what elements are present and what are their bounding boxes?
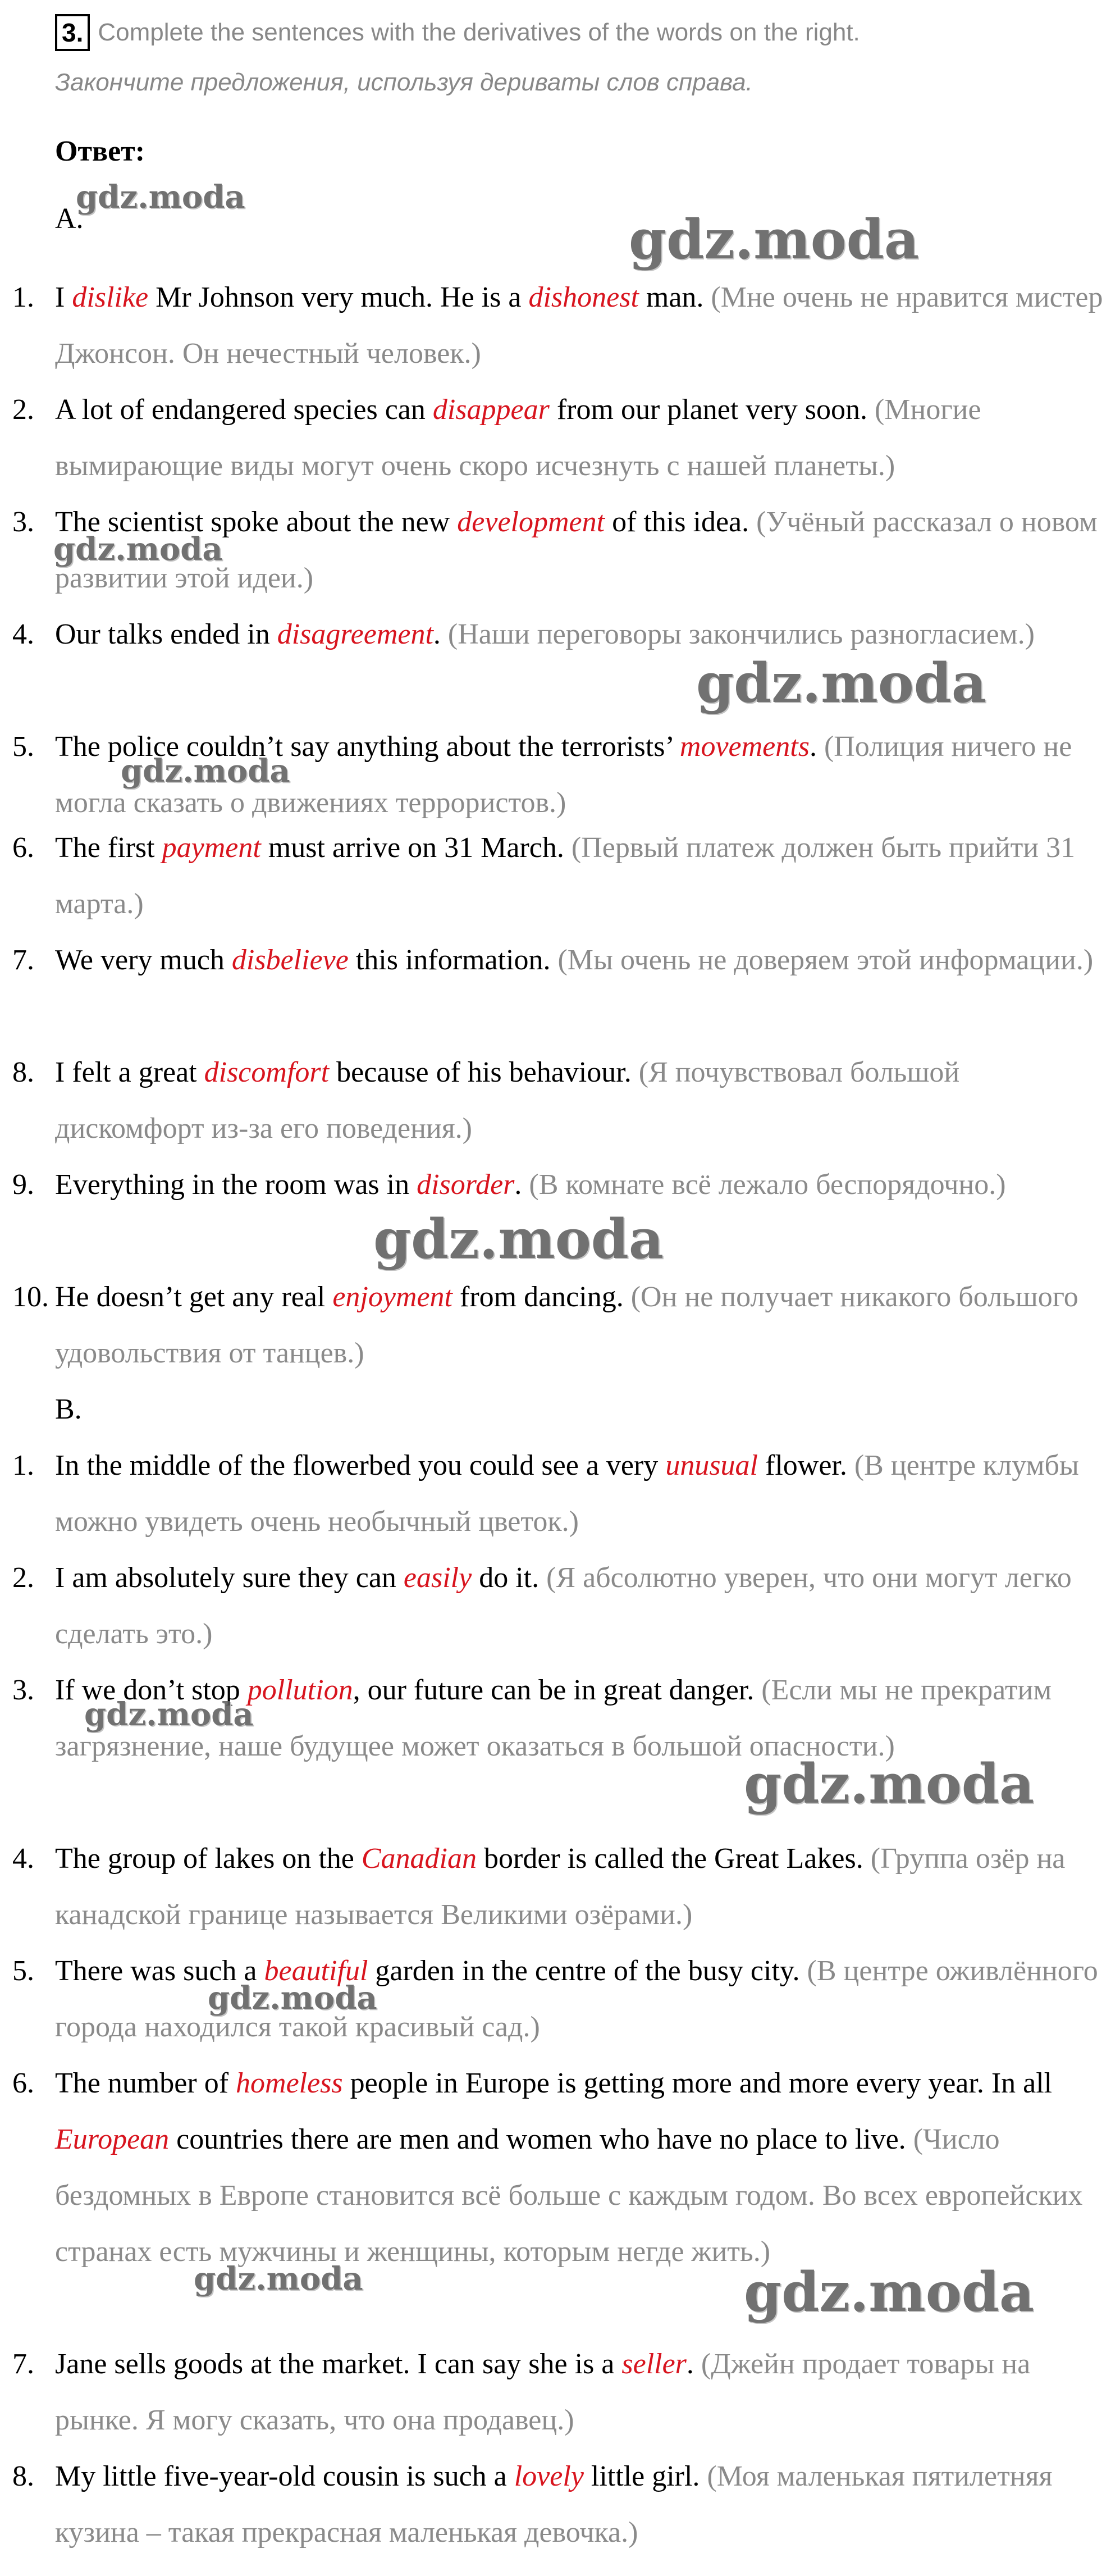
translation-text: (Моя маленькая пятилетняя кузина – такая прекрасная маленькая девочка.): [55, 2460, 1053, 2548]
item-sentence: [55, 932, 1114, 988]
translation-text: (Я абсолютно уверен, что они могут легко сделать это.): [55, 1562, 1072, 1650]
task-instruction-ru: Закончите предложения, используя дериваты слов справа.: [55, 69, 753, 96]
sentence-text: .: [686, 2348, 701, 2380]
item-sentence: [55, 1438, 1114, 1550]
sentence-text: border is called the Great Lakes.: [477, 1843, 871, 1875]
answer-word: beautiful: [264, 1955, 368, 1987]
item-sentence: [55, 1045, 1114, 1157]
sentence-text: countries there are men and women who have no place to live.: [169, 2123, 913, 2155]
answer-word: dislike: [72, 281, 149, 313]
sentence-text: Jane sells goods at the market. I can say she is a: [55, 2348, 622, 2380]
sentence-text: from dancing.: [452, 1281, 631, 1313]
sentence-text: little girl.: [583, 2460, 707, 2492]
item-number: 1.: [12, 281, 34, 313]
sentence-text: My little five-year-old cousin is such a: [55, 2460, 514, 2492]
sentence-text: Everything in the room was in: [55, 1169, 417, 1201]
translation-text: (Полиция ничего не могла сказать о движениях террористов.): [55, 731, 1072, 819]
sentence-text: Our talks ended in: [55, 618, 277, 650]
sentence-text: He doesn’t get any real: [55, 1281, 333, 1313]
sentence-text: flower.: [758, 1449, 854, 1481]
watermark-logo: gdz.moda: [744, 2260, 1035, 2324]
answer-word: unusual: [665, 1449, 758, 1481]
item-number: 4.: [12, 618, 34, 650]
translation-text: (Первый платеж должен быть прийти 31 марта.): [55, 832, 1076, 920]
watermark-logo: gdz.moda: [696, 651, 987, 715]
sentence-text: people in Europe is getting more and more every year. In all: [342, 2067, 1053, 2099]
sentence-text: this information.: [348, 944, 558, 976]
task-instruction: Complete the sentences with the derivatives of the words on the right.: [98, 19, 860, 46]
translation-text: (Число бездомных в Европе становится всё больше с каждым годом. Во всех европейских странах есть мужчины и женщины, которым негде жить.): [55, 2123, 1083, 2268]
translation-text: (Учёный рассказал о новом развитии этой идеи.): [55, 506, 1098, 594]
answer-word: development: [457, 506, 605, 538]
item-sentence: [55, 1157, 1114, 1213]
item-sentence: [55, 2055, 1114, 2280]
watermark-logo: gdz.moda: [84, 1696, 254, 1733]
sentence-text: , our future can be in great danger.: [353, 1674, 762, 1706]
item-sentence: [55, 2449, 1114, 2561]
answer-word: disagreement: [277, 618, 433, 650]
translation-text: (Я почувствовал большой дискомфорт из-за его поведения.): [55, 1056, 960, 1145]
answer-label: Ответ:: [55, 135, 145, 167]
task-number: 3.: [55, 14, 90, 51]
item-number: 4.: [12, 1843, 34, 1875]
watermark-logo: gdz.moda: [194, 2260, 363, 2297]
item-number: 6.: [12, 832, 34, 864]
answer-word: enjoyment: [332, 1281, 452, 1313]
sentence-text: If we don’t stop: [55, 1674, 248, 1706]
item-number: 7.: [12, 2348, 34, 2380]
answer-word: payment: [162, 832, 261, 864]
answer-word: disbelieve: [231, 944, 349, 976]
item-number: 3.: [12, 1674, 34, 1706]
item-sentence: [55, 820, 1114, 932]
sentence-text: from our planet very soon.: [549, 394, 875, 426]
sentence-text: The number of: [55, 2067, 236, 2099]
watermark-logo: gdz.moda: [629, 208, 920, 271]
translation-text: (В комнате всё лежало беспорядочно.): [529, 1169, 1006, 1201]
item-number: 8.: [12, 2460, 34, 2492]
translation-text: (В центре оживлённого города находился такой красивый сад.): [55, 1955, 1098, 2043]
sentence-text: .: [514, 1169, 529, 1201]
answer-word: easily: [403, 1562, 472, 1594]
answer-word: discomfort: [204, 1056, 330, 1088]
item-number: 7.: [12, 944, 34, 976]
sentence-text: The first: [55, 832, 162, 864]
translation-text: (Многие вымирающие виды могут очень скоро исчезнуть с нашей планеты.): [55, 394, 981, 482]
sentence-text: I: [55, 281, 72, 313]
answer-word: dishonest: [528, 281, 639, 313]
item-sentence: [55, 382, 1114, 494]
sentence-text: The scientist spoke about the new: [55, 506, 458, 538]
translation-text: (Он не получает никакого большого удовольствия от танцев.): [55, 1281, 1078, 1369]
watermark-logo: gdz.moda: [373, 1207, 664, 1271]
sentence-text: The police couldn’t say anything about the terrorists’: [55, 731, 680, 763]
sentence-text: because of his behaviour.: [329, 1056, 639, 1088]
translation-text: (Мы очень не доверяем этой информации.): [557, 944, 1094, 976]
item-sentence: [55, 270, 1114, 382]
sentence-text: .: [433, 618, 448, 650]
translation-text: (Наши переговоры закончились разногласием.): [447, 618, 1035, 650]
sentence-text: I felt a great: [55, 1056, 204, 1088]
item-number: 8.: [12, 1056, 34, 1088]
item-sentence: [55, 1550, 1114, 1662]
item-number: 5.: [12, 1955, 34, 1987]
answer-word: seller: [621, 2348, 687, 2380]
sentence-text: garden in the centre of the busy city.: [368, 1955, 807, 1987]
sentence-text: I am absolutely sure they can: [55, 1562, 404, 1594]
section-label-a: A.: [55, 203, 84, 235]
sentence-text: man.: [638, 281, 711, 313]
item-number: 1.: [12, 1449, 34, 1481]
translation-text: (Если мы не прекратим загрязнение, наше будущее может оказаться в большой опасности.): [55, 1674, 1052, 1762]
watermark-logo: gdz.moda: [53, 531, 223, 568]
translation-text: (В центре клумбы можно увидеть очень необычный цветок.): [55, 1449, 1079, 1538]
translation-text: (Джейн продает товары на рынке. Я могу сказать, что она продавец.): [55, 2348, 1031, 2436]
translation-text: (Мне очень не нравится мистер Джонсон. Он нечестный человек.): [55, 281, 1103, 370]
answer-word: pollution: [247, 1674, 353, 1706]
answer-word: disappear: [432, 394, 550, 426]
sentence-text: In the middle of the flowerbed you could see a very: [55, 1449, 666, 1481]
sentence-text: A lot of endangered species can: [55, 394, 433, 426]
item-sentence: [55, 1831, 1114, 1943]
watermark-logo: gdz.moda: [121, 753, 290, 790]
item-number: 6.: [12, 2067, 34, 2099]
answer-word: Canadian: [361, 1843, 477, 1875]
sentence-text: of this idea.: [605, 506, 757, 538]
sentence-text: .: [809, 731, 824, 763]
sentence-text: Mr Johnson very much. He is a: [148, 281, 529, 313]
answer-word: lovely: [514, 2460, 584, 2492]
sentence-text: do it.: [472, 1562, 547, 1594]
item-number: 9.: [12, 1169, 34, 1201]
item-sentence: [55, 2336, 1114, 2449]
section-label-b: B.: [55, 1393, 82, 1425]
answer-word: disorder: [417, 1169, 515, 1201]
item-sentence: [55, 1269, 1114, 1382]
answer-word: European: [55, 2123, 170, 2155]
item-number: 10.: [12, 1281, 49, 1313]
translation-text: (Группа озёр на канадской границе называется Великими озёрами.): [55, 1843, 1066, 1931]
answer-word: movements: [679, 731, 810, 763]
sentence-text: We very much: [55, 944, 232, 976]
watermark-logo: gdz.moda: [76, 179, 245, 216]
answer-word: homeless: [236, 2067, 343, 2099]
sentence-text: There was such a: [55, 1955, 264, 1987]
watermark-logo: gdz.moda: [744, 1752, 1035, 1816]
item-number: 5.: [12, 731, 34, 763]
watermark-logo: gdz.moda: [208, 1980, 377, 2017]
task-header: [55, 12, 860, 53]
item-number: 2.: [12, 394, 34, 426]
sentence-text: The group of lakes on the: [55, 1843, 362, 1875]
item-number: 3.: [12, 506, 34, 538]
item-number: 2.: [12, 1562, 34, 1594]
sentence-text: must arrive on 31 March.: [260, 832, 572, 864]
